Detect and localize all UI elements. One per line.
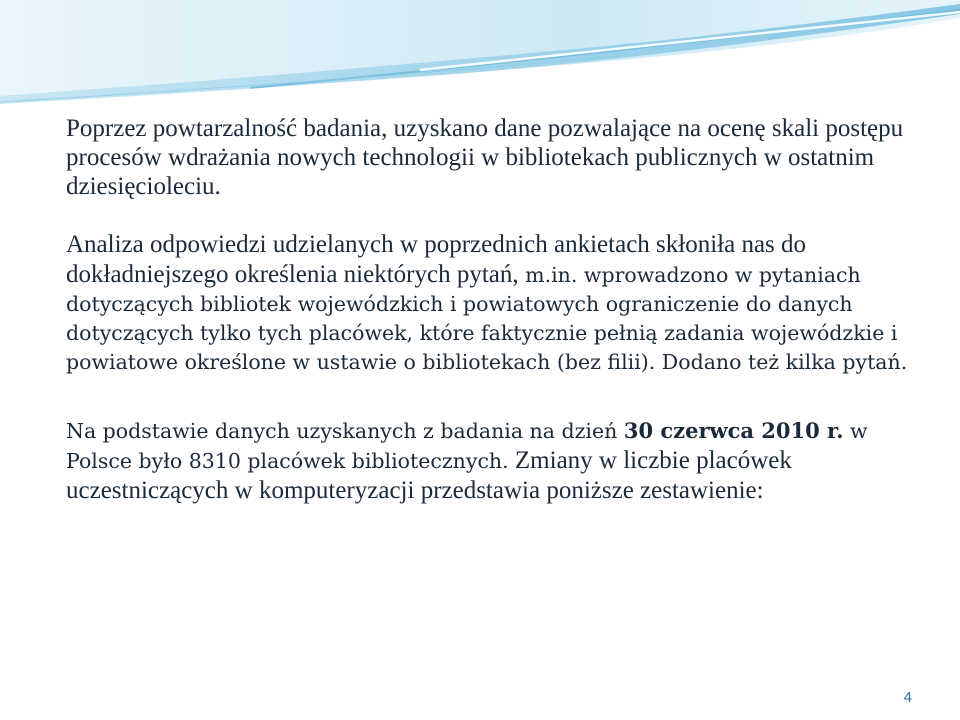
summary-changes: Zmiany w liczbie placówek uczestniczących w komputeryzacji przedstawia poniższe zestawienie:: [66, 447, 792, 504]
slide-body: [66, 114, 916, 505]
paragraph-analysis: [66, 230, 916, 377]
page-number: 4: [903, 689, 912, 706]
summary-intro: Na podstawie danych uzyskanych z badania na dzień: [66, 419, 624, 443]
header-wave-decoration: [0, 0, 960, 110]
summary-count: w Polsce było 8310 placówek bibliotecznych.: [66, 419, 868, 473]
paragraph-analysis-lead: Analiza odpowiedzi udzielanych w poprzednich ankietach skłoniła nas do dokładniejszego określenia niektórych pytań,: [66, 231, 807, 288]
paragraph-summary: [66, 416, 916, 505]
paragraph-analysis-details: m.in. wprowadzono w pytaniach dotyczących bibliotek wojewódzkich i powiatowych ograniczenie do danych dotyczących tylko tych placówek, które faktycznie pełnią zadania wojewódzkie i powiatowe określone w ustawie o bibliotekach (bez filii). Dodano też kilka pytań.: [66, 263, 908, 374]
summary-date: 30 czerwca 2010 r.: [623, 418, 844, 443]
paragraph-research: Poprzez powtarzalność badania, uzyskano dane pozwalające na ocenę skali postępu procesów wdrażania nowych technologii w bibliotekach publicznych w ostatnim dziesięcioleciu.: [66, 115, 904, 200]
